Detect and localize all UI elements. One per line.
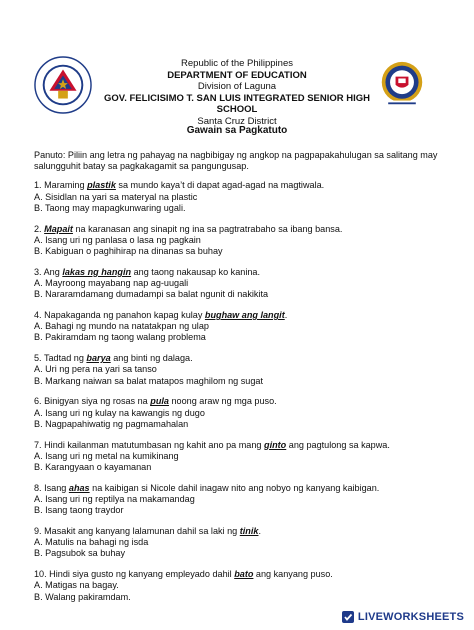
choice-a[interactable]: A. Isang uri ng panlasa o lasa ng pagkain bbox=[34, 234, 201, 245]
choice-b[interactable]: B. Walang pakiramdam. bbox=[34, 591, 131, 602]
choice-b[interactable]: B. Pagsubok sa buhay bbox=[34, 548, 125, 559]
keyword: ginto bbox=[264, 439, 287, 450]
question-item bbox=[34, 440, 448, 474]
choice-b[interactable]: B. Kabiguan o paghihirap na dinanas sa buhay bbox=[34, 246, 223, 257]
choice-a[interactable]: A. Bahagi ng mundo na natatakpan ng ulap bbox=[34, 321, 209, 332]
school-name: GOV. FELICISIMO T. SAN LUIS INTEGRATED SENIOR HIGH SCHOOL bbox=[103, 92, 371, 115]
district-line: Santa Cruz District bbox=[197, 115, 277, 127]
choice-b[interactable]: B. Pakiramdam ng taong walang problema bbox=[34, 332, 206, 343]
question-text: 10. Hindi siya gusto ng kanyang empleyado dahil bato ang kanyang puso. bbox=[34, 569, 333, 580]
keyword: lakas ng hangin bbox=[62, 266, 132, 277]
question-text: 8. Isang ahas na kaibigan si Nicole dahil inagaw nito ang nobyo ng kanyang kaibigan. bbox=[34, 482, 380, 493]
watermark-text: LIVEWORKSHEETS bbox=[357, 611, 464, 623]
keyword: tinik bbox=[239, 526, 259, 537]
question-text: 9. Masakit ang kanyang lalamunan dahil sa laki ng tinik. bbox=[34, 526, 261, 537]
liveworksheets-logo-icon bbox=[341, 610, 355, 624]
choice-a[interactable]: A. Isang uri ng metal na kumikinang bbox=[34, 450, 179, 461]
question-text: 3. Ang lakas ng hangin ang taong nakausap ko kanina. bbox=[34, 266, 260, 277]
question-item bbox=[34, 569, 448, 603]
choice-b[interactable]: B. Isang taong traydor bbox=[34, 505, 124, 516]
choice-a[interactable]: A. Matulis na bahagi ng isda bbox=[34, 537, 149, 548]
question-item bbox=[34, 180, 448, 214]
choice-b[interactable]: B. Markang naiwan sa balat matapos maghilom ng sugat bbox=[34, 375, 263, 386]
choice-a[interactable]: A. Mayroong mayabang nap ag-uugali bbox=[34, 278, 189, 289]
question-item bbox=[34, 396, 448, 430]
choice-b[interactable]: B. Nararamdamang dumadampi sa balat ngunit di nakikita bbox=[34, 289, 269, 300]
question-text: 7. Hindi kailanman matutumbasan ng kahit ano pa mang ginto ang pagtulong sa kapwa. bbox=[34, 439, 390, 450]
choice-a[interactable]: A. Isang uri ng reptilya na makamandag bbox=[34, 494, 195, 505]
keyword: bughaw ang langit bbox=[204, 310, 285, 321]
question-item bbox=[34, 224, 448, 258]
choice-a[interactable]: A. Matigas na bagay. bbox=[34, 580, 119, 591]
school-header bbox=[90, 58, 384, 127]
choice-a[interactable]: A. Sisidlan na yari sa materyal na plastic bbox=[34, 191, 198, 202]
choice-b[interactable]: B. Taong may mapagkunwaring ugali. bbox=[34, 202, 186, 213]
question-text: 4. Napakaganda ng panahon kapag kulay bughaw ang langit. bbox=[34, 310, 288, 321]
instructions: Panuto: Piliin ang letra ng pahayag na nagbibigay ng angkop na pagpapakahulugan sa salitang may salungguhit batay sa pagkakagamit sa pangungusap. bbox=[34, 150, 438, 172]
worksheet-content bbox=[34, 150, 448, 612]
keyword: Mapait bbox=[44, 223, 73, 234]
keyword: plastik bbox=[87, 180, 116, 191]
question-item bbox=[34, 267, 448, 301]
liveworksheets-watermark[interactable] bbox=[341, 610, 464, 624]
question-item bbox=[34, 526, 448, 560]
worksheet-title: Gawain sa Pagkatuto bbox=[186, 125, 288, 136]
keyword: ahas bbox=[68, 482, 90, 493]
choice-a[interactable]: A. Uri ng pera na yari sa tanso bbox=[34, 364, 157, 375]
question-text: 6. Binigyan siya ng rosas na pula noong araw ng mga puso. bbox=[34, 396, 277, 407]
deped-logo-icon bbox=[34, 56, 92, 114]
question-item bbox=[34, 483, 448, 517]
question-item bbox=[34, 310, 448, 344]
question-text: 2. Mapait na karanasan ang sinapit ng ina sa pagtratrabaho sa ibang bansa. bbox=[34, 223, 343, 234]
keyword: barya bbox=[86, 353, 111, 364]
department-line: DEPARTMENT OF EDUCATION bbox=[167, 69, 307, 81]
division-line: Division of Laguna bbox=[197, 81, 277, 92]
choice-b[interactable]: B. Nagpapahiwatig ng pagmamahalan bbox=[34, 418, 189, 429]
choice-a[interactable]: A. Isang uri ng kulay na kawangis ng dugo bbox=[34, 407, 205, 418]
republic-line: Republic of the Philippines bbox=[181, 58, 293, 69]
school-seal-icon bbox=[379, 60, 425, 108]
choice-b[interactable]: B. Karangyaan o kayamanan bbox=[34, 462, 152, 473]
keyword: pula bbox=[150, 396, 169, 407]
question-text: 5. Tadtad ng barya ang binti ng dalaga. bbox=[34, 353, 193, 364]
keyword: bato bbox=[234, 569, 254, 580]
question-text: 1. Maraming plastik sa mundo kaya’t di dapat agad-agad na magtiwala. bbox=[34, 180, 325, 191]
question-item bbox=[34, 353, 448, 387]
